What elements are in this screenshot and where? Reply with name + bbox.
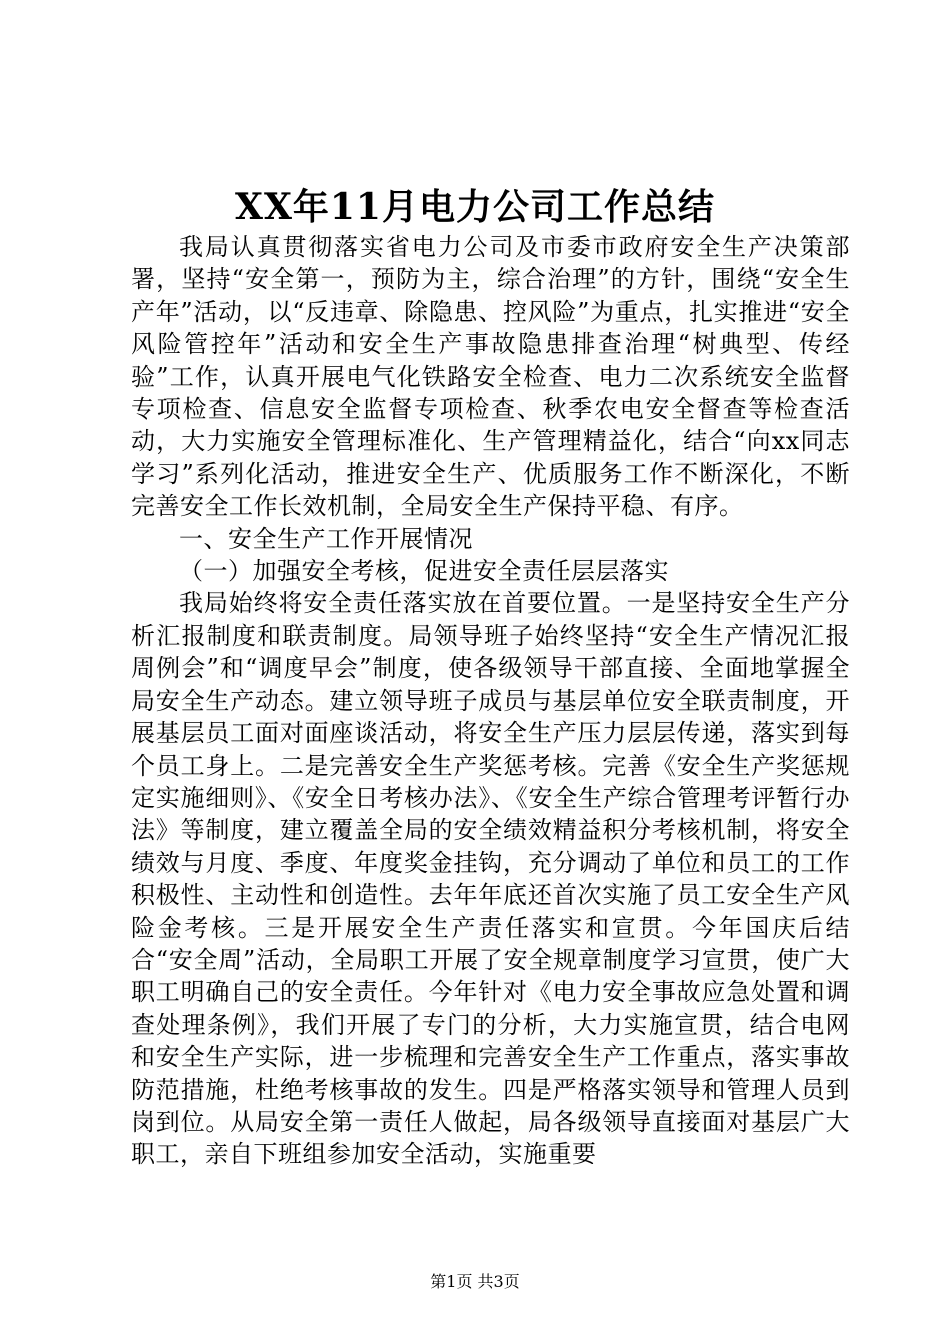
document-body: [131, 231, 850, 1171]
document-title: XX年11月电力公司工作总结: [235, 186, 715, 228]
paragraph-intro: 我局认真贯彻落实省电力公司及市委市政府安全生产决策部署，坚持“安全第一，预防为主，综合治理”的方针，围绕“安全生产年”活动，以“反违章、除隐患、控风险”为重点，扎实推进“安全风险管控年”活动和安全生产事故隐患排查治理“树典型、传经验”工作，认真开展电气化铁路安全检查、电力二次系统安全监督专项检查、信息安全监督专项检查、秋季农电安全督查等检查活动，大力实施安全管理标准化、生产管理精益化，结合“向xx同志学习”系列化活动，推进安全生产、优质服务工作不断深化，不断完善安全工作长效机制，全局安全生产保持平稳、有序。: [131, 233, 850, 521]
paragraph-body: 我局始终将安全责任落实放在首要位置。一是坚持安全生产分析汇报制度和联责制度。局领导班子始终坚持“安全生产情况汇报周例会”和“调度早会”制度，使各级领导干部直接、全面地掌握全局安全生产动态。建立领导班子成员与基层单位安全联责制度，开展基层员工面对面座谈活动，将安全生产压力层层传递，落实到每个员工身上。二是完善安全生产奖惩考核。完善《安全生产奖惩规定实施细则》、《安全日考核办法》、《安全生产综合管理考评暂行办法》等制度，建立覆盖全局的安全绩效精益积分考核机制，将安全绩效与月度、季度、年度奖金挂钩，充分调动了单位和员工的工作积极性、主动性和创造性。去年年底还首次实施了员工安全生产风险金考核。三是开展安全生产责任落实和宣贯。今年国庆后结合“安全周”活动，全局职工开展了安全规章制度学习宣贯，使广大职工明确自己的安全责任。今年针对《电力安全事故应急处置和调查处理条例》，我们开展了专门的分析，大力实施宣贯，结合电网和安全生产实际，进一步梳理和完善安全生产工作重点，落实事故防范措施，杜绝考核事故的发生。四是严格落实领导和管理人员到岗到位。从局安全第一责任人做起，局各级领导直接面对基层广大职工，亲自下班组参加安全活动，实施重要: [131, 589, 850, 1169]
subsection-heading: （一）加强安全考核，促进安全责任层层落实: [179, 557, 669, 586]
section-heading: 一、安全生产工作开展情况: [179, 524, 473, 553]
page-footer: 第1页 共3页: [430, 1272, 520, 1291]
